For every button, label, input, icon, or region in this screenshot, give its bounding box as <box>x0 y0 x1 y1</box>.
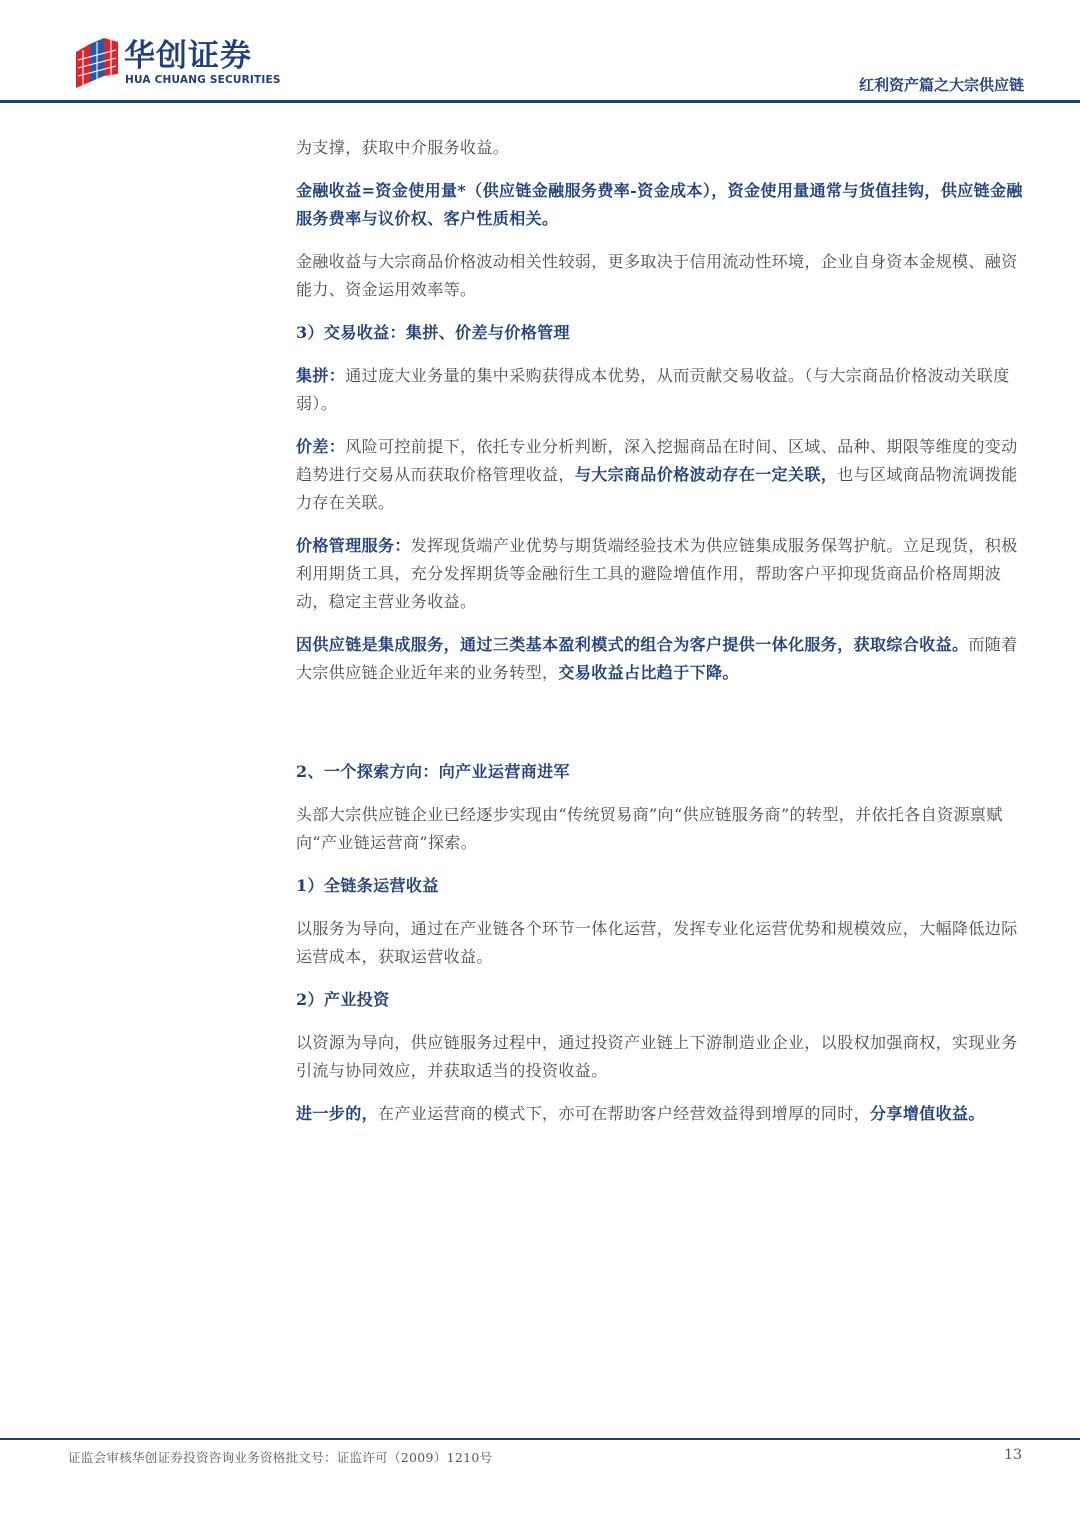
paragraph: 以服务为导向，通过在产业链各个环节一体化运营，发挥专业化运营优势和规模效应，大幅降低边际运营成本，获取运营收益。 <box>296 919 1018 966</box>
term-label: 集拼： <box>296 366 346 385</box>
paragraph-conclusion <box>296 1100 1026 1128</box>
page-header <box>0 0 1080 106</box>
logo-text-en: HUA CHUANG SECURITIES <box>125 74 281 86</box>
emphasis-text: 进一步的， <box>296 1104 379 1123</box>
paragraph-summary <box>296 631 1026 687</box>
emphasis-text: 分享增值收益。 <box>870 1104 985 1123</box>
page-number: 13 <box>1004 1447 1022 1463</box>
formula-paragraph: 金融收益=资金使用量*（供应链金融服务费率-资金成本），资金使用量通常与货值挂钩，供应链金融服务费率与议价权、客户性质相关。 <box>296 181 1023 228</box>
paragraph-text: 风险可控前提下，依托专业分析判断，深入挖掘商品在时间、区域、品种、期限等维度的变动趋势进行交易从而获取价格管理收益， <box>296 437 1018 484</box>
footer-divider <box>0 1438 1080 1440</box>
report-body <box>296 134 1026 1128</box>
subheading-full-chain: 1）全链条运营收益 <box>296 876 439 895</box>
emphasis-text: 交易收益占比趋于下降。 <box>558 663 739 682</box>
paragraph: 以资源为导向，供应链服务过程中，通过投资产业链上下游制造业企业，以股权加强商权，实现业务引流与协同效应，并获取适当的投资收益。 <box>296 1033 1018 1080</box>
paragraph-text: 在产业运营商的模式下，亦可在帮助客户经营效益得到增厚的同时， <box>378 1104 871 1123</box>
header-divider <box>0 100 1080 103</box>
huachuang-logo-icon <box>68 38 120 88</box>
paragraph-text: 而随着大宗供应链企业近年来的业务转型， <box>296 635 1018 682</box>
paragraph-spread <box>296 433 1026 517</box>
paragraph-text: 通过庞大业务量的集中采购获得成本优势，从而贡献交易收益。（与大宗商品价格波动关联度弱）。 <box>296 366 1010 413</box>
emphasis-text: 与大宗商品价格波动存在一定关联， <box>574 465 838 484</box>
paragraph: 金融收益与大宗商品价格波动相关性较弱，更多取决于信用流动性环境，企业自身资本金规模、融资能力、资金运用效率等。 <box>296 252 1018 299</box>
subheading-trade-income: 3）交易收益：集拼、价差与价格管理 <box>296 323 570 342</box>
paragraph-price-management <box>296 532 1026 616</box>
paragraph-text: 发挥现货端产业优势与期货端经验技术为供应链集成服务保驾护航。立足现货，积极利用期货工具，充分发挥期货等金融衍生工具的避险增值作用，帮助客户平抑现货商品价格周期波动，稳定主营业务收益。 <box>296 536 1018 611</box>
logo-text-cn: 华创证券 <box>124 38 252 74</box>
section-heading: 2、一个探索方向：向产业运营商进军 <box>296 762 570 781</box>
paragraph: 头部大宗供应链企业已经逐步实现由“传统贸易商”向“供应链服务商”的转型，并依托各自资源禀赋向“产业链运营商”探索。 <box>296 805 1003 852</box>
emphasis-text: 因供应链是集成服务，通过三类基本盈利模式的组合为客户提供一体化服务，获取综合收益。 <box>296 635 969 654</box>
paragraph-text: 也与区域商品物流调拨能力存在关联。 <box>296 465 1018 512</box>
license-notice: 证监会审核华创证券投资咨询业务资格批文号：证监许可（2009）1210号 <box>68 1450 493 1465</box>
paragraph-consolidation <box>296 362 1026 418</box>
report-title: 红利资产篇之大宗供应链 <box>858 76 1024 94</box>
paragraph: 为支撑，获取中介服务收益。 <box>296 138 510 157</box>
term-label: 价格管理服务： <box>296 536 411 555</box>
subheading-industry-investment: 2）产业投资 <box>296 990 390 1009</box>
term-label: 价差： <box>296 437 346 456</box>
